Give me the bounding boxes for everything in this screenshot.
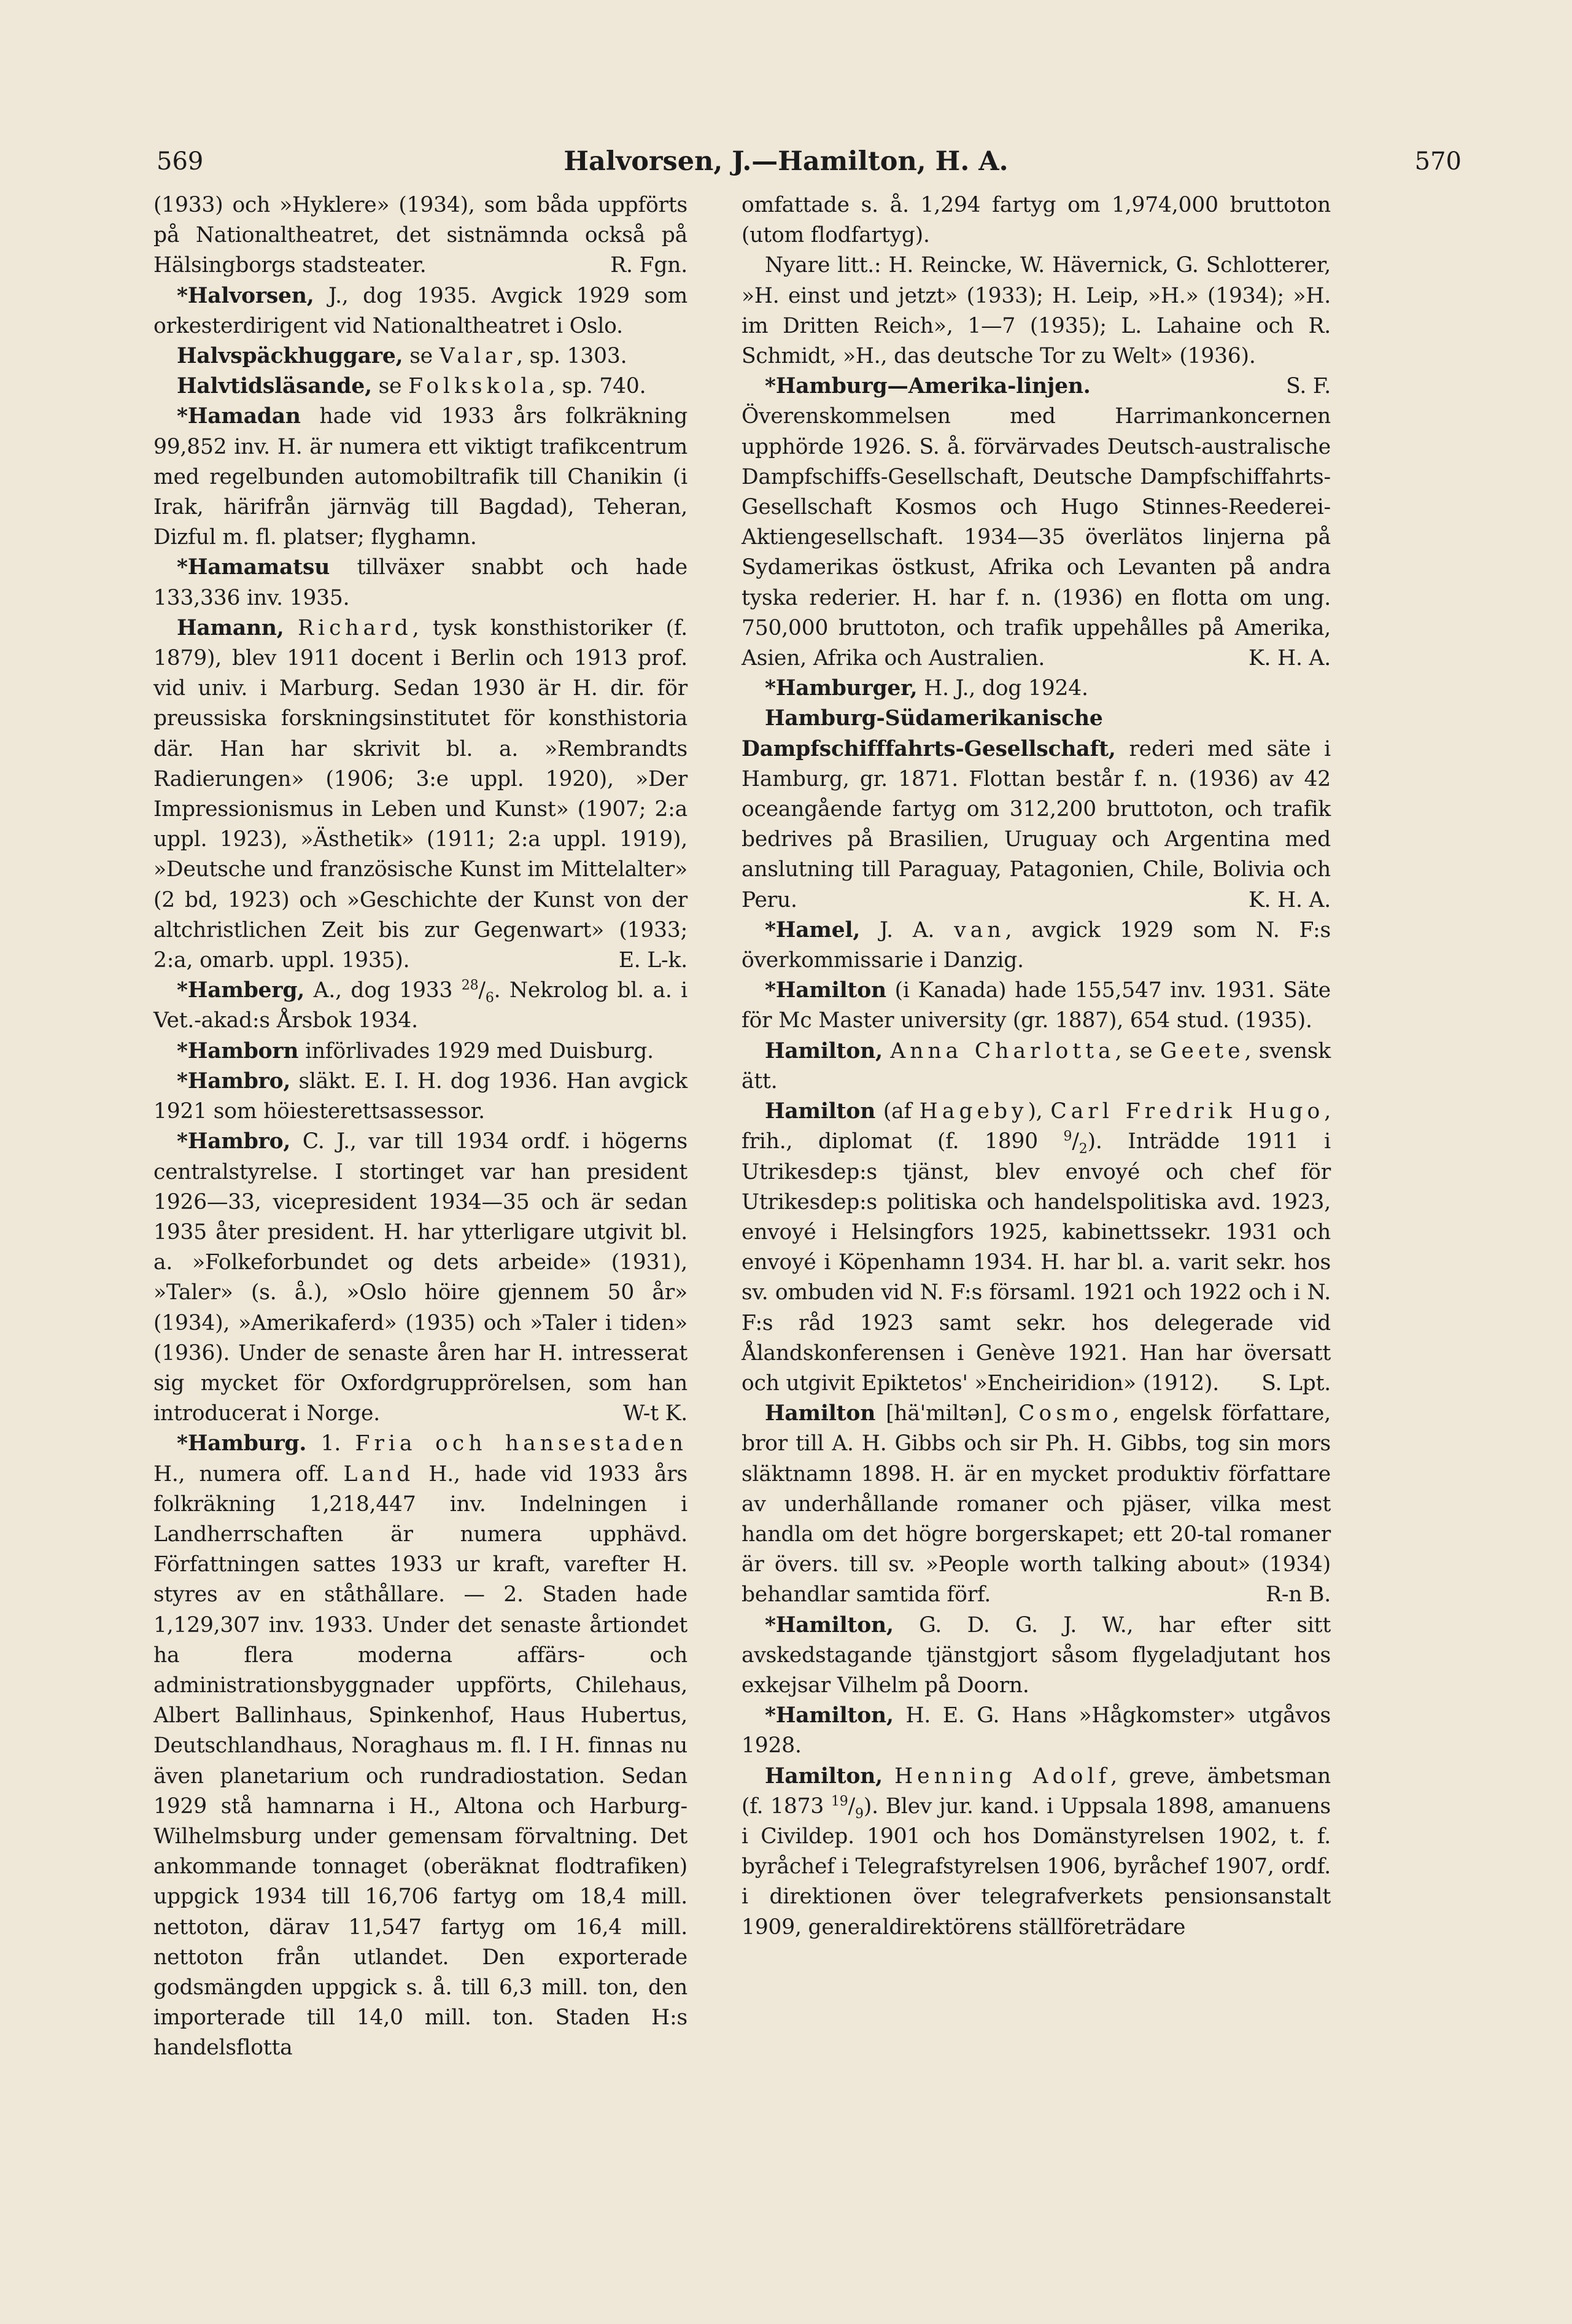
headword: Hamburg-Südamerikanische Dampfschifffahrts-Gesellschaft,: [741, 706, 1116, 761]
entry-hamberg: *Hamberg, A., dog 1933 $^{28}/_6$. Nekrolog bl. a. i Vet.-akad:s Årsbok 1934.: [153, 977, 687, 1033]
entry-halvspackhuggare: Halvspäckhuggare, se Valar, sp. 1303.: [177, 344, 627, 369]
headword: *Hamburg.: [177, 1431, 307, 1456]
page-number-left: 569: [157, 147, 204, 176]
signature: R. Fgn.: [610, 253, 687, 278]
headword: *Hamberg,: [177, 978, 305, 1003]
entry-hamilton-carl-fredrik-hugo: Hamilton (af Hageby), Carl Fredrik Hugo, frih., diplomat (f. 1890 $^9/_2$). Inträdde 1911 i Utrikesdep:s tjänst, blev envoyé och chef för Utrikesdep:s politiska och handelspolitiska avd. 1923, envoyé i Helsingfors 1925, kabinettssekr. 1931 och envoyé i Köpenhamn 1934. H. har bl. a. varit sekr. hos sv. ombuden vid N. F:s församl. 1921 och 1922 och i N. F:s råd 1923 samt sekr. hos delegerade vid Ålandskonferensen i Genève 1921. Han har översatt och utgivit Epiktetos' »Encheiridion» (1912). S. Lpt.: [741, 1097, 1331, 1399]
headword: Hamilton: [765, 1401, 876, 1426]
headword: Hamilton,: [765, 1763, 883, 1789]
entry-hamann: Hamann, Richard, tysk konsthistoriker (f. 1879), blev 1911 docent i Berlin och 1913 prof. vid univ. i Marburg. Sedan 1930 är H. dir. för preussiska forskningsinstitutet för konsthistoria där. Han har skrivit bl. a. »Rembrandts Radierungen» (1906; 3:e uppl. 1920), »Der Impressionismus in Leben und Kunst» (1907; 2:a uppl. 1923), »Ästhetik» (1911; 2:a uppl. 1919), »Deutsche und französische Kunst im Mittelalter» (2 bd, 1923) och »Geschichte der Kunst von der altchristlichen Zeit bis zur Gegenwart» (1933; 2:a, omarb. uppl. 1935). E. L-k.: [153, 613, 687, 976]
headword: *Hamburg—Amerika-linjen.: [765, 374, 1091, 399]
entry-literature: Nyare litt.: H. Reincke, W. Hävernick, G. Schlotterer, »H. einst und jetzt» (1933); H. Leip, »H.» (1934); »H. im Dritten Reich», 1—7 (1935); L. Lahaine och R. Schmidt, »H., das deutsche Tor zu Welt» (1936). S. F.: [741, 251, 1331, 371]
signature: K. H. A.: [1248, 646, 1331, 671]
entry-hamadan: *Hamadan hade vid 1933 års folkräkning 99,852 inv. H. är numera ett viktigt trafikcentrum med regelbunden automobiltrafik till Chanikin (i Irak, härifrån järnväg till Bagdad), Teheran, Dizful m. fl. platser; flyghamn.: [153, 404, 687, 550]
entry-hamilton-anna-charlotta: Hamilton, Anna Charlotta, se Geete, svensk ätt.: [741, 1038, 1331, 1094]
headword: Hamann,: [177, 615, 284, 640]
entry-hambro-slakt: *Hambro, släkt. E. I. H. dog 1936. Han avgick 1921 som höiesterettsassessor.: [153, 1068, 687, 1124]
cross-reference: Folkskola: [408, 374, 549, 399]
entry-hamilton-henning-adolf: Hamilton, Henning Adolf, greve, ämbetsman (f. 1873 $^{19}/_9$). Blev jur. kand. i Uppsala 1898, amanuens i Civildep. 1901 och hos Domänstyrelsen 1902, t. f. byråchef i Telegrafstyrelsen 1906, byråchef 1907, ordf. i direktionen över telegrafverkets pensionsanstalt 1909, generaldirektörens ställföreträdare: [741, 1763, 1331, 1940]
headword: Hamilton: [765, 1099, 876, 1124]
entry-halvorsen: *Halvorsen, J., dog 1935. Avgick 1929 som orkesterdirigent vid Nationaltheatret i Oslo.: [153, 283, 687, 338]
signature: K. H. A.: [1248, 887, 1331, 912]
entry-halvtidslasande: Halvtidsläsande, se Folkskola, sp. 740.: [177, 374, 646, 399]
headword: *Hamamatsu: [177, 555, 330, 580]
headword: Halvtidsläsande,: [177, 374, 372, 399]
headword: *Halvorsen,: [177, 283, 314, 308]
entry-hamborn: *Hamborn införlivades 1929 med Duisburg.: [177, 1038, 654, 1063]
headword: *Hamborn: [177, 1038, 299, 1063]
headword: *Hamadan: [177, 404, 301, 429]
entry-hamilton-cosmo: Hamilton [hä'miltən], Cosmo, engelsk författare, bror till A. H. Gibbs och sir Ph. H. Gibbs, tog sin mors släktnamn 1898. H. är en mycket produktiv författare av underhållande romaner och pjäser, vilka mest handla om det högre borgerskapet; ett 20-tal romaner är övers. till sv. »People worth talking about» (1934) behandlar samtida förf. R-n B.: [741, 1399, 1331, 1610]
entry-continued: (1933) och »Hyklere» (1934), som båda uppförts på Nationaltheatret, det sistnämnda också på Hälsingborgs stadsteater. R. Fgn.: [153, 190, 687, 281]
running-head: Halvorsen, J.—Hamilton, H. A.: [563, 146, 1009, 177]
headword: *Hamburger,: [765, 676, 918, 701]
entry-continued: omfattade s. å. 1,294 fartyg om 1,974,000 bruttoton (utom flodfartyg).: [741, 193, 1331, 248]
headword: Hamilton,: [765, 1038, 883, 1063]
entry-hamilton-gdgjw: *Hamilton, G. D. G. J. W., har efter sitt avskedstagande tjänstgjort såsom flygeladjutant hos exkejsar Vilhelm på Doorn.: [741, 1612, 1331, 1698]
headword: *Hamilton,: [765, 1703, 894, 1728]
entry-hamburger: *Hamburger, H. J., dog 1924.: [765, 676, 1088, 701]
entry-hamburg-sudamerikanische: Hamburg-Südamerikanische Dampfschifffahrts-Gesellschaft, rederi med säte i Hamburg, gr. 1871. Flottan består f. n. (1936) av 42 oceangående fartyg om 312,200 bruttoton, och trafik bedrives på Brasilien, Uruguay och Argentina med anslutning till Paraguay, Patagonien, Chile, Bolivia och Peru. K. H. A.: [741, 704, 1331, 915]
spaced-name: Richard: [298, 615, 412, 640]
headword: *Hambro,: [177, 1068, 291, 1094]
signature: S. F.: [1286, 374, 1331, 399]
entry-hamel: *Hamel, J. A. van, avgick 1929 som N. F:s överkommissarie i Danzig.: [741, 917, 1331, 973]
signature: S. Lpt.: [1261, 1370, 1331, 1396]
left-column: [153, 190, 687, 2064]
signature: W-t K.: [623, 1401, 687, 1426]
entry-hamilton-heg: *Hamilton, H. E. G. Hans »Hågkomster» utgåvos 1928.: [741, 1703, 1331, 1759]
page-number-right: 570: [1414, 147, 1462, 176]
cross-reference: Valar: [439, 344, 517, 369]
entry-hamburg: *Hamburg. 1. Fria och hansestaden H., numera off. Land H., hade vid 1933 års folkräkning 1,218,447 inv. Indelningen i Landherrschaften är numera upphävd. Författningen sattes 1933 ur kraft, varefter H. styres av en ståthållare. — 2. Staden hade 1,129,307 inv. 1933. Under det senaste årtiondet ha flera moderna affärs- och administrationsbyggnader uppförts, Chilehaus, Albert Ballinhaus, Spinkenhof, Haus Hubertus, Deutschlandhaus, Noraghaus m. fl. I H. finnas nu även planetarium och rundradiostation. Sedan 1929 stå hamnarna i H., Altona och Harburg-Wilhelmsburg under gemensam förvaltning. Det ankommande tonnaget (oberäknat flodtrafiken) uppgick 1934 till 16,706 fartyg om 18,4 mill. nettoton, därav 11,547 fartyg om 16,4 mill. nettoton från utlandet. Den exporterade godsmängden uppgick s. å. till 6,3 mill. ton, den importerade till 14,0 mill. ton. Staden H:s handelsflotta: [153, 1431, 687, 2061]
headword: *Hamilton,: [765, 1612, 894, 1638]
entry-hamilton-kanada: *Hamilton (i Kanada) hade 155,547 inv. 1931. Säte för Mc Master university (gr. 1887), 654 stud. (1935).: [741, 978, 1331, 1033]
entry-hambro-cj: *Hambro, C. J., var till 1934 ordf. i högerns centralstyrelse. I stortinget var han president 1926—33, vicepresident 1934—35 och är sedan 1935 åter president. H. har ytterligare utgivit bl. a. »Folkeforbundet og dets arbeide» (1931), »Taler» (s. å.), »Oslo höire gjennem 50 år» (1934), »Amerikaferd» (1935) och »Taler i tiden» (1936). Under de senaste åren har H. intresserat sig mycket för Oxfordgrupprörelsen, som han introducerat i Norge. W-t K.: [153, 1127, 687, 1429]
signature: R-n B.: [1266, 1582, 1331, 1607]
headword: *Hambro,: [177, 1129, 291, 1154]
headword: Halvspäckhuggare,: [177, 344, 403, 369]
entry-hamamatsu: *Hamamatsu tillväxer snabbt och hade 133,336 inv. 1935.: [153, 555, 687, 610]
entry-hamburg-amerika-linjen: *Hamburg—Amerika-linjen. Överenskommelsen med Harrimankoncernen upphörde 1926. S. å. förvärvades Deutsch-australische Dampfschiffs-Gesellschaft, Deutsche Dampfschiffahrts-Gesellschaft Kosmos och Hugo Stinnes-Reederei-Aktiengesellschaft. 1934—35 överlätos linjerna på Sydamerikas östkust, Afrika och Levanten på andra tyska rederier. H. har f. n. (1936) en flotta om ung. 750,000 bruttoton, och trafik uppehålles på Amerika, Asien, Afrika och Australien. K. H. A.: [741, 371, 1331, 674]
right-column: [741, 190, 1331, 1943]
headword: *Hamilton: [765, 978, 886, 1003]
signature: E. L-k.: [618, 948, 687, 973]
headword: *Hamel,: [765, 917, 861, 942]
